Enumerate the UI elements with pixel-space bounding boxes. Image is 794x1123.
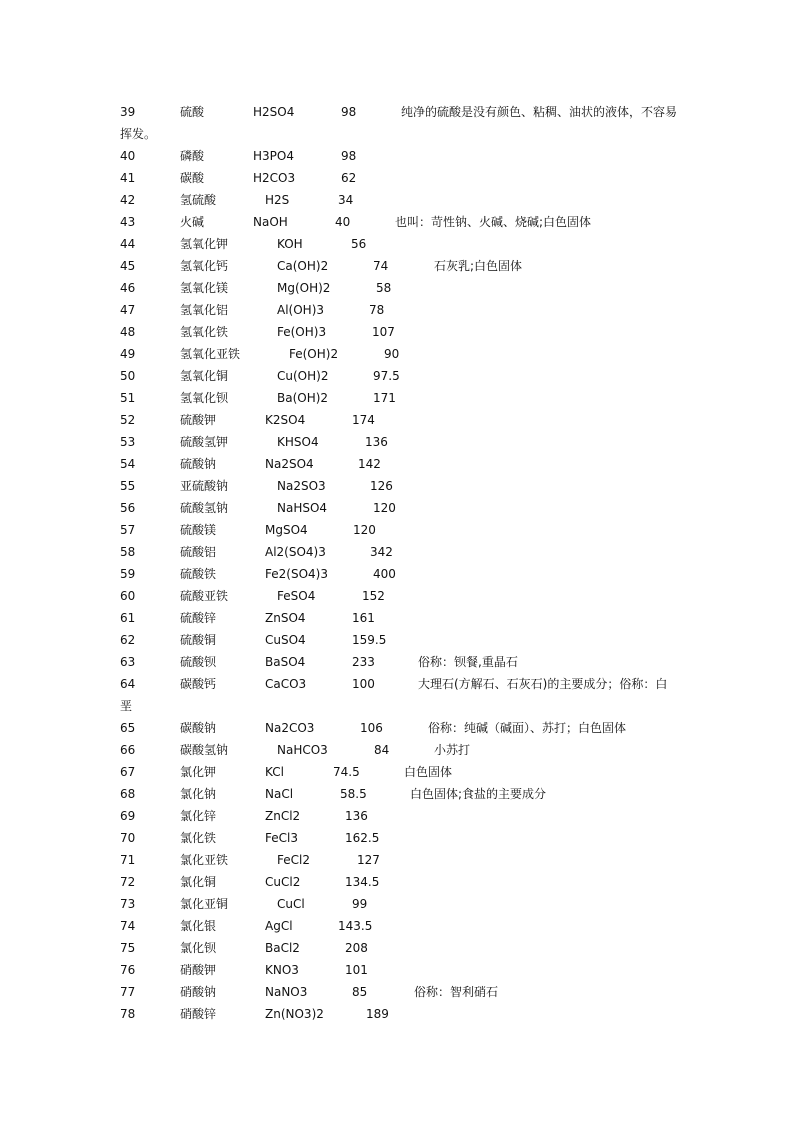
molar-mass: 171 — [373, 391, 396, 405]
compound-name: 氢氧化亚铁 — [180, 347, 241, 361]
molar-mass: 152 — [362, 589, 385, 603]
compound-name: 亚硫酸钠 — [180, 479, 229, 493]
molar-mass: 100 — [352, 677, 375, 691]
chemical-formula: Fe2(SO4)3 — [265, 567, 328, 581]
row-number: 41 — [120, 171, 136, 185]
chemical-formula: Al2(SO4)3 — [265, 545, 326, 559]
row-number: 45 — [120, 259, 136, 273]
table-row — [0, 192, 794, 214]
molar-mass: 107 — [372, 325, 395, 339]
compound-name: 硝酸钾 — [180, 963, 217, 977]
chemical-formula: CuCl2 — [265, 875, 301, 889]
note: 纯净的硫酸是没有颜色、粘稠、油状的液体，不容易 — [401, 105, 678, 119]
chemical-formula: H2S — [265, 193, 290, 207]
note-continuation: 垩 — [120, 699, 133, 713]
table-row — [0, 302, 794, 324]
compound-name: 氢氧化钙 — [180, 259, 229, 273]
molar-mass: 162.5 — [345, 831, 380, 845]
note: 俗称：纯碱（碱面）、苏打；白色固体 — [428, 721, 627, 735]
table-row — [0, 456, 794, 478]
molar-mass: 159.5 — [352, 633, 387, 647]
table-row — [0, 874, 794, 896]
row-number: 69 — [120, 809, 136, 823]
molar-mass: 56 — [351, 237, 367, 251]
row-number: 78 — [120, 1007, 136, 1021]
row-number: 52 — [120, 413, 136, 427]
row-number: 64 — [120, 677, 136, 691]
row-number: 53 — [120, 435, 136, 449]
chemical-formula: Na2SO4 — [265, 457, 314, 471]
compound-name: 硫酸铁 — [180, 567, 217, 581]
molar-mass: 136 — [365, 435, 388, 449]
compound-name: 氢氧化铜 — [180, 369, 229, 383]
row-number: 60 — [120, 589, 136, 603]
compound-name: 硫酸 — [180, 105, 205, 119]
chemical-formula: Mg(OH)2 — [277, 281, 331, 295]
chemical-formula: FeCl2 — [277, 853, 310, 867]
table-row — [0, 390, 794, 412]
table-row — [0, 786, 794, 808]
chemical-formula: Na2SO3 — [277, 479, 326, 493]
row-number: 42 — [120, 193, 136, 207]
row-number: 47 — [120, 303, 136, 317]
molar-mass: 342 — [370, 545, 393, 559]
molar-mass: 74.5 — [333, 765, 360, 779]
molar-mass: 97.5 — [373, 369, 400, 383]
compound-name: 硫酸铝 — [180, 545, 217, 559]
molar-mass: 127 — [357, 853, 380, 867]
row-number: 48 — [120, 325, 136, 339]
molar-mass: 62 — [341, 171, 357, 185]
chemical-formula: KOH — [277, 237, 303, 251]
table-row — [0, 918, 794, 940]
chemical-formula: Ba(OH)2 — [277, 391, 329, 405]
compound-name: 氢氧化铁 — [180, 325, 229, 339]
note: 也叫：苛性钠、火碱、烧碱;白色固体 — [395, 215, 592, 229]
row-number: 67 — [120, 765, 136, 779]
table-row — [0, 830, 794, 852]
compound-name: 硝酸钠 — [180, 985, 217, 999]
compound-name: 氯化铁 — [180, 831, 217, 845]
row-number: 74 — [120, 919, 136, 933]
table-row — [0, 434, 794, 456]
table-row — [0, 984, 794, 1006]
row-number: 43 — [120, 215, 136, 229]
molar-mass: 120 — [373, 501, 396, 515]
compound-name: 碳酸钙 — [180, 677, 217, 691]
chemical-formula: FeCl3 — [265, 831, 298, 845]
table-row — [0, 896, 794, 918]
table-row — [0, 962, 794, 984]
row-number: 49 — [120, 347, 136, 361]
chemical-formula: BaCl2 — [265, 941, 300, 955]
note: 白色固体 — [404, 765, 453, 779]
chemical-formula: NaHSO4 — [277, 501, 328, 515]
molar-mass: 98 — [341, 105, 357, 119]
molar-mass: 85 — [352, 985, 368, 999]
row-number: 71 — [120, 853, 136, 867]
row-number: 57 — [120, 523, 136, 537]
chemical-formula: MgSO4 — [265, 523, 308, 537]
note: 大理石(方解石、石灰石)的主要成分；俗称：白 — [418, 677, 668, 691]
row-number: 77 — [120, 985, 136, 999]
table-row — [0, 148, 794, 170]
compound-name: 硫酸钠 — [180, 457, 217, 471]
table-row — [0, 742, 794, 764]
chemical-formula: KHSO4 — [277, 435, 319, 449]
molar-mass: 142 — [358, 457, 381, 471]
chemical-formula: Cu(OH)2 — [277, 369, 329, 383]
molar-mass: 98 — [341, 149, 357, 163]
chemical-formula: KNO3 — [265, 963, 299, 977]
compound-name: 氢氧化钡 — [180, 391, 229, 405]
molar-mass: 34 — [338, 193, 354, 207]
chemical-formula: NaNO3 — [265, 985, 308, 999]
compound-name: 火碱 — [180, 215, 205, 229]
table-row — [0, 324, 794, 346]
chemical-formula: Ca(OH)2 — [277, 259, 329, 273]
chemical-formula: FeSO4 — [277, 589, 316, 603]
compound-name: 氯化钠 — [180, 787, 217, 801]
row-number: 65 — [120, 721, 136, 735]
row-number: 62 — [120, 633, 136, 647]
table-row — [0, 412, 794, 434]
table-row — [0, 236, 794, 258]
molar-mass: 126 — [370, 479, 393, 493]
row-number: 55 — [120, 479, 136, 493]
row-number: 73 — [120, 897, 136, 911]
compound-name: 硫酸锌 — [180, 611, 217, 625]
table-row — [0, 1006, 794, 1028]
molar-mass: 99 — [352, 897, 368, 911]
molar-mass: 84 — [374, 743, 390, 757]
molar-mass: 120 — [353, 523, 376, 537]
table-row — [0, 852, 794, 874]
table-row — [0, 258, 794, 280]
note-continuation: 挥发。 — [120, 127, 157, 141]
table-row — [0, 500, 794, 522]
compound-name: 氢氧化钾 — [180, 237, 229, 251]
molar-mass: 136 — [345, 809, 368, 823]
molar-mass: 400 — [373, 567, 396, 581]
table-row — [0, 654, 794, 676]
note: 俗称：智利硝石 — [414, 985, 499, 999]
chemical-formula: BaSO4 — [265, 655, 306, 669]
chemical-formula: CuCl — [277, 897, 305, 911]
row-number: 58 — [120, 545, 136, 559]
compound-name: 硫酸氢钠 — [180, 501, 229, 515]
chemical-formula: AgCl — [265, 919, 293, 933]
chemical-formula: Fe(OH)2 — [289, 347, 339, 361]
compound-name: 氯化钡 — [180, 941, 217, 955]
molar-mass: 174 — [352, 413, 375, 427]
note: 石灰乳;白色固体 — [434, 259, 523, 273]
molar-mass: 58 — [376, 281, 392, 295]
table-row — [0, 610, 794, 632]
chemical-formula: NaHCO3 — [277, 743, 328, 757]
table-row — [0, 280, 794, 302]
chemical-formula: NaOH — [253, 215, 288, 229]
table-row — [0, 808, 794, 830]
table-row — [0, 940, 794, 962]
row-number: 76 — [120, 963, 136, 977]
compound-name: 氯化钾 — [180, 765, 217, 779]
row-number: 70 — [120, 831, 136, 845]
chemical-formula: Zn(NO3)2 — [265, 1007, 324, 1021]
table-row — [0, 346, 794, 368]
chemical-formula: CuSO4 — [265, 633, 306, 647]
compound-name: 氯化锌 — [180, 809, 217, 823]
molar-mass: 40 — [335, 215, 351, 229]
chemical-formula: H2CO3 — [253, 171, 296, 185]
molar-mass: 189 — [366, 1007, 389, 1021]
row-number: 51 — [120, 391, 136, 405]
row-number: 44 — [120, 237, 136, 251]
compound-name: 氯化铜 — [180, 875, 217, 889]
table-row — [0, 478, 794, 500]
compound-name: 硝酸锌 — [180, 1007, 217, 1021]
table-row — [0, 676, 794, 698]
compound-name: 氢氧化铝 — [180, 303, 229, 317]
row-number: 50 — [120, 369, 136, 383]
table-row — [0, 104, 794, 126]
compound-name: 氯化亚铁 — [180, 853, 229, 867]
compound-name: 磷酸 — [180, 149, 205, 163]
row-number: 59 — [120, 567, 136, 581]
table-row — [0, 566, 794, 588]
compound-name: 硫酸镁 — [180, 523, 217, 537]
note: 小苏打 — [434, 743, 471, 757]
chemical-formula: K2SO4 — [265, 413, 306, 427]
table-row — [0, 522, 794, 544]
compound-name: 碳酸钠 — [180, 721, 217, 735]
compound-name: 硫酸钾 — [180, 413, 217, 427]
table-row — [0, 764, 794, 786]
row-number: 61 — [120, 611, 136, 625]
compound-name: 硫酸钡 — [180, 655, 217, 669]
compound-name: 氢氧化镁 — [180, 281, 229, 295]
table-row — [0, 720, 794, 742]
compound-name: 碳酸 — [180, 171, 205, 185]
table-row — [0, 588, 794, 610]
note: 白色固体;食盐的主要成分 — [410, 787, 547, 801]
chemical-formula: ZnCl2 — [265, 809, 301, 823]
chemical-formula: Al(OH)3 — [277, 303, 325, 317]
table-row — [0, 632, 794, 654]
row-number: 75 — [120, 941, 136, 955]
compound-name: 氯化亚铜 — [180, 897, 229, 911]
table-row — [0, 544, 794, 566]
compound-name: 硫酸铜 — [180, 633, 217, 647]
chemical-formula: KCl — [265, 765, 284, 779]
molar-mass: 74 — [373, 259, 389, 273]
compound-name: 氢硫酸 — [180, 193, 217, 207]
molar-mass: 233 — [352, 655, 375, 669]
note: 俗称：钡餐,重晶石 — [418, 655, 518, 669]
molar-mass: 78 — [369, 303, 385, 317]
row-number: 40 — [120, 149, 136, 163]
compound-name: 硫酸氢钾 — [180, 435, 229, 449]
molar-mass: 161 — [352, 611, 375, 625]
compound-name: 硫酸亚铁 — [180, 589, 229, 603]
table-row — [0, 214, 794, 236]
chemical-formula: H2SO4 — [253, 105, 295, 119]
row-number: 66 — [120, 743, 136, 757]
molar-mass: 134.5 — [345, 875, 380, 889]
row-number: 39 — [120, 105, 136, 119]
molar-mass: 208 — [345, 941, 368, 955]
molar-mass: 101 — [345, 963, 368, 977]
row-number: 46 — [120, 281, 136, 295]
chemical-formula: Na2CO3 — [265, 721, 315, 735]
chemical-formula: NaCl — [265, 787, 294, 801]
row-number: 63 — [120, 655, 136, 669]
table-row — [0, 170, 794, 192]
molar-mass: 106 — [360, 721, 383, 735]
row-number: 56 — [120, 501, 136, 515]
molar-mass: 58.5 — [340, 787, 367, 801]
molar-mass: 143.5 — [338, 919, 373, 933]
row-number: 68 — [120, 787, 136, 801]
row-number: 54 — [120, 457, 136, 471]
molar-mass: 90 — [384, 347, 400, 361]
row-number: 72 — [120, 875, 136, 889]
compound-name: 碳酸氢钠 — [180, 743, 229, 757]
table-row — [0, 368, 794, 390]
chemical-formula: H3PO4 — [253, 149, 294, 163]
chemical-formula: Fe(OH)3 — [277, 325, 327, 339]
chemical-formula: ZnSO4 — [265, 611, 306, 625]
compound-name: 氯化银 — [180, 919, 217, 933]
chemical-formula: CaCO3 — [265, 677, 307, 691]
